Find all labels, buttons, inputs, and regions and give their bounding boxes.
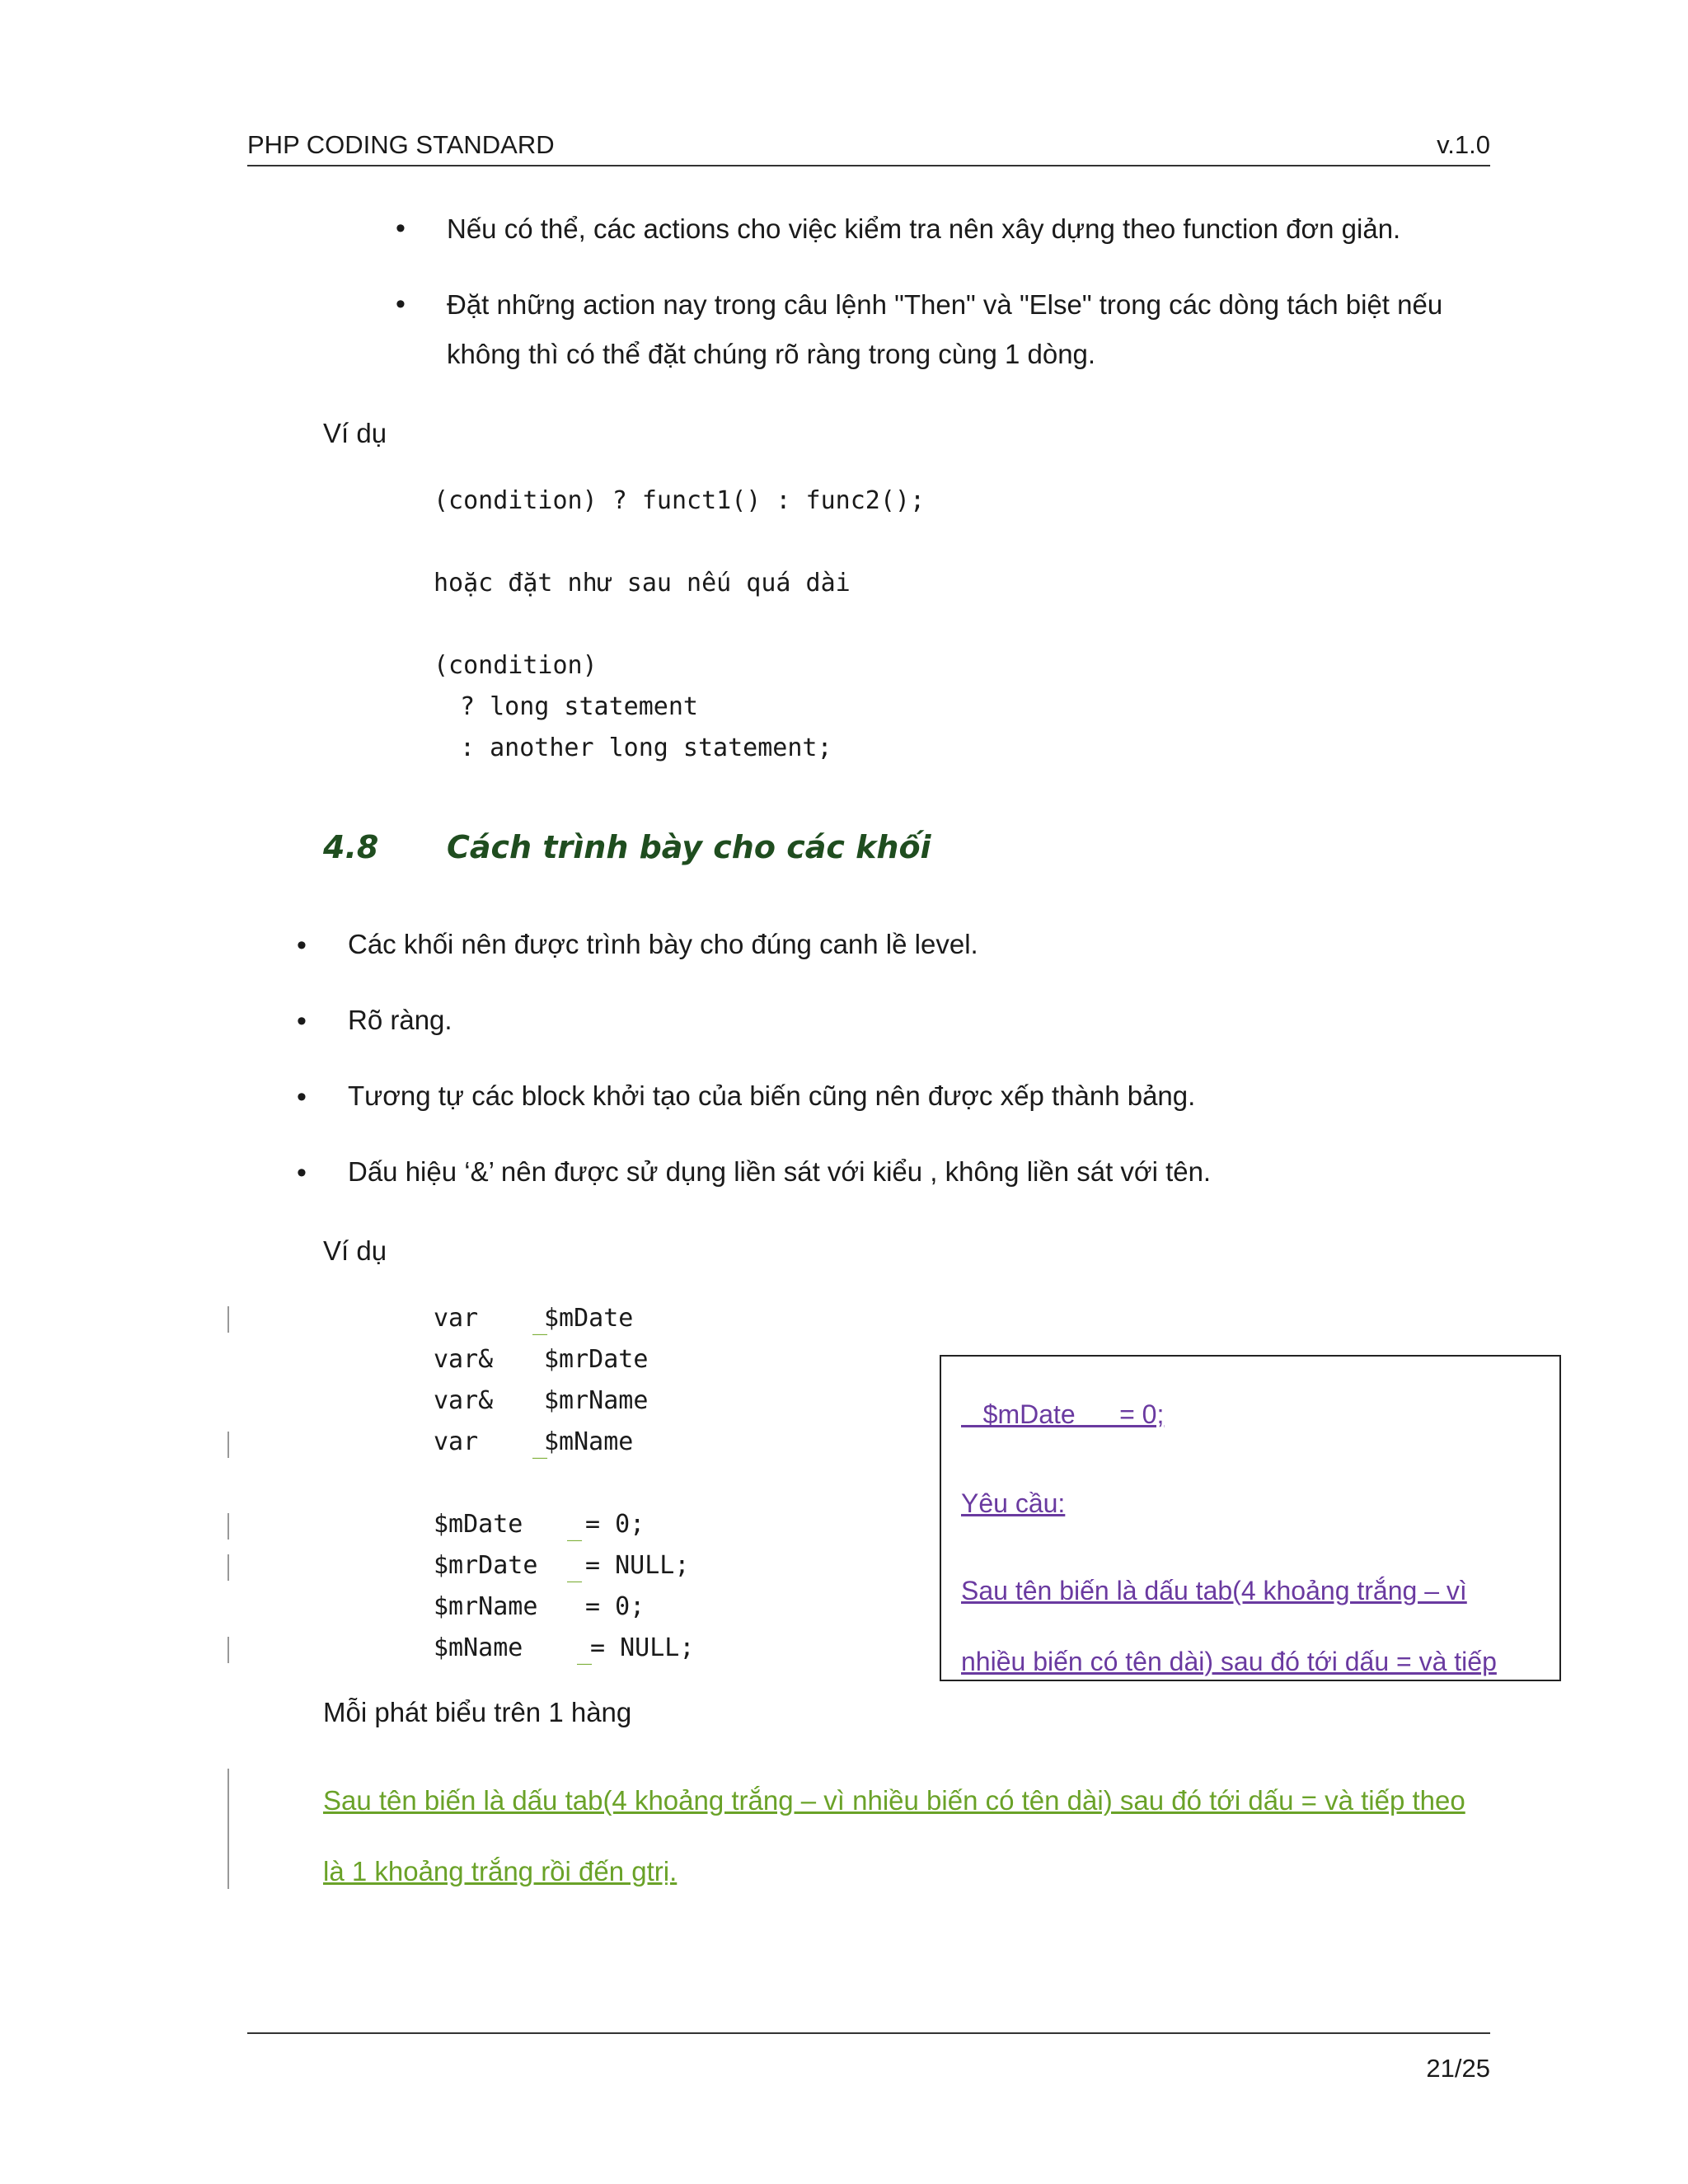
bullet-text: Nếu có thể, các actions cho việc kiểm tra nên xây dựng theo function đơn giản.: [447, 213, 1401, 244]
bullet-icon: •: [396, 213, 406, 244]
code-var: $mDate: [434, 1510, 523, 1539]
change-bar: [227, 1769, 229, 1889]
code-line: hoặc đặt như sau nếu quá dài: [434, 569, 851, 598]
code-type: var&: [434, 1345, 494, 1374]
footer-rule: [247, 2032, 1490, 2034]
bullet-text: Tương tự các block khởi tạo của biến cũng nên được xếp thành bảng.: [348, 1080, 1196, 1111]
code-line: (condition) ? funct1() : func2();: [434, 486, 926, 515]
code-var: $mName: [434, 1633, 523, 1662]
change-bar: [227, 1306, 229, 1333]
bullet-icon: •: [297, 1081, 307, 1113]
insertion-mark: _: [567, 1554, 583, 1583]
bullet-icon: •: [297, 1005, 307, 1037]
code-var: $mrDate: [434, 1551, 538, 1580]
code-value: = 0;: [585, 1510, 645, 1539]
bullet-text: Đặt những action nay trong câu lệnh "Then" và "Else" trong các dòng tách biệt nếu: [447, 289, 1443, 320]
inserted-note: là 1 khoảng trắng rồi đến gtrị.: [323, 1856, 678, 1886]
code-type: var: [434, 1427, 479, 1456]
bullet-text: Rõ ràng.: [348, 1005, 452, 1035]
insertion-mark: _: [567, 1513, 583, 1542]
insertion-mark: _: [532, 1431, 548, 1460]
header-rule: [247, 165, 1490, 166]
code-var: $mDate: [544, 1304, 634, 1333]
code-value: = 0;: [585, 1592, 645, 1621]
comment-line: Yêu cầu:: [961, 1488, 1066, 1518]
inserted-note: Sau tên biến là dấu tab(4 khoảng trắng – vì nhiều biến có tên dài) sau đó tới dấu = và tiếp theo: [323, 1785, 1465, 1816]
code-type: var: [434, 1304, 479, 1333]
code-line: : another long statement;: [460, 733, 832, 762]
code-value: = NULL;: [590, 1633, 695, 1662]
page-number: 21/25: [1426, 2054, 1490, 2083]
bullet-icon: •: [396, 288, 406, 320]
comment-line: $mDate = 0;: [961, 1399, 1165, 1429]
code-var: $mrName: [544, 1386, 649, 1415]
section-title: Cách trình bày cho các khối: [447, 829, 931, 865]
code-line: (condition): [434, 651, 598, 680]
bullet-icon: •: [297, 930, 307, 961]
header-version: v.1.0: [1437, 130, 1490, 159]
change-bar: [227, 1637, 229, 1663]
code-var: $mrDate: [544, 1345, 649, 1374]
section-number: 4.8: [323, 829, 379, 865]
change-bar: [227, 1432, 229, 1458]
comment-line: Sau tên biến là dấu tab(4 khoảng trắng – vì: [961, 1576, 1467, 1605]
code-type: var&: [434, 1386, 494, 1415]
code-value: = NULL;: [585, 1551, 690, 1580]
statement-note: Mỗi phát biểu trên 1 hàng: [323, 1697, 632, 1727]
comment-line: nhiều biến có tên dài) sau đó tới dấu = và tiếp: [961, 1647, 1497, 1676]
insertion-mark: _: [532, 1307, 548, 1336]
header-title: PHP CODING STANDARD: [247, 130, 555, 159]
code-var: $mrName: [434, 1592, 538, 1621]
bullet-text: Dấu hiệu ‘&’ nên được sử dụng liền sát với kiểu , không liền sát với tên.: [348, 1156, 1212, 1187]
code-line: ? long statement: [460, 692, 698, 721]
bullet-icon: •: [297, 1157, 307, 1188]
example-label: Ví dụ: [323, 1235, 387, 1266]
example-label: Ví dụ: [323, 418, 387, 448]
bullet-text: Các khối nên được trình bày cho đúng canh lề level.: [348, 929, 978, 959]
code-var: $mName: [544, 1427, 634, 1456]
change-bar: [227, 1554, 229, 1581]
change-bar: [227, 1513, 229, 1540]
bullet-text-continued: không thì có thể đặt chúng rõ ràng trong cùng 1 dòng.: [447, 339, 1096, 369]
insertion-mark: _: [577, 1637, 593, 1666]
comment-box[interactable]: [940, 1355, 1561, 1681]
